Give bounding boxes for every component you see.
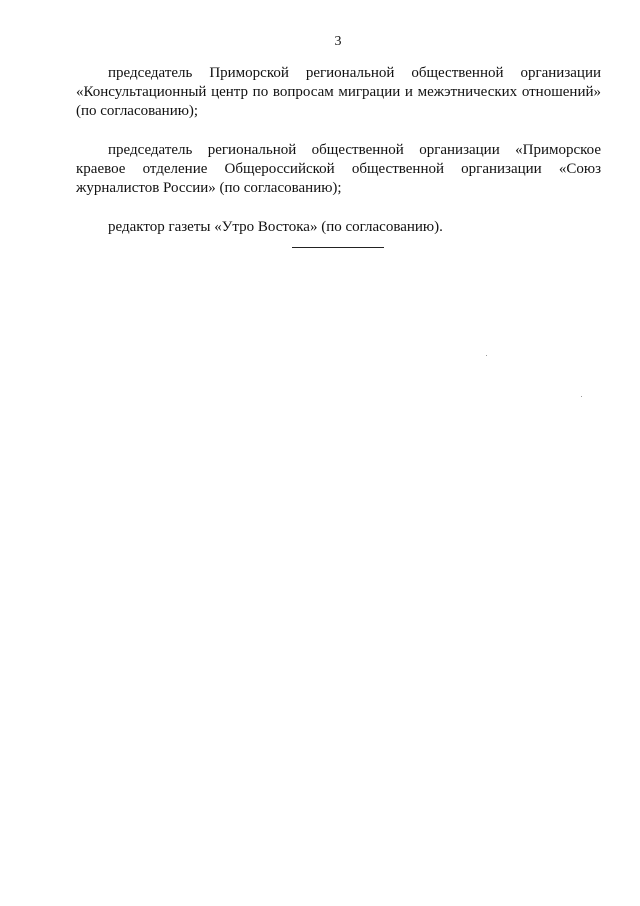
scan-speck <box>581 396 582 397</box>
member-entry-newspaper-editor: редактор газеты «Утро Востока» (по согласованию). <box>108 219 443 235</box>
page-number: 3 <box>334 34 342 49</box>
end-of-list-divider <box>292 247 384 248</box>
document-body <box>76 64 601 237</box>
member-entry-regional-migration-center: председатель Приморской региональной общественной организации «Консультационный центр по вопросам миграции и межэтнических отношений» (по согласованию); <box>76 65 601 119</box>
scan-speck <box>486 355 487 356</box>
member-entry-journalists-union: председатель региональной общественной организации «Приморское краевое отделение Общероссийской общественной организации «Союз журналистов России» (по согласованию); <box>76 142 601 196</box>
